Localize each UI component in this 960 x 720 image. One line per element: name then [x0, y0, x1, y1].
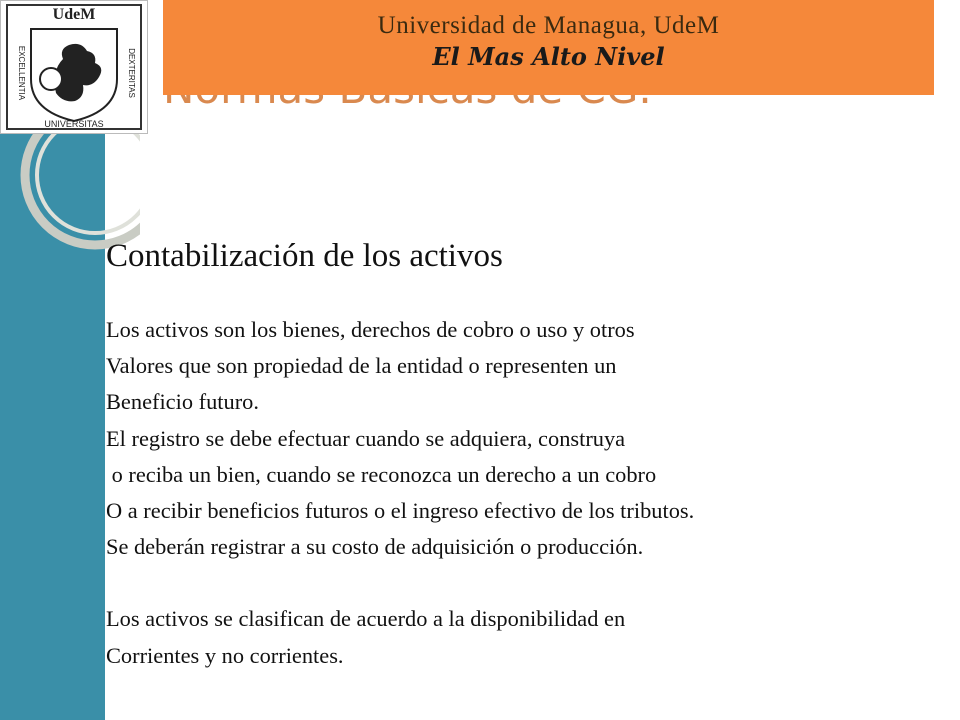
- logo-top-text: UdeM: [52, 6, 96, 23]
- body-text: [106, 312, 951, 674]
- body-line: Los activos son los bienes, derechos de cobro o uso y otros: [106, 317, 635, 342]
- university-banner: [163, 0, 934, 95]
- body-line: Beneficio futuro.: [106, 389, 259, 415]
- body-line: El registro se debe efectuar cuando se adquiera, construya: [106, 425, 626, 451]
- body-line: o reciba un bien, cuando se reconozca un derecho a un cobro: [106, 461, 657, 487]
- paragraph-gap: [106, 565, 951, 601]
- university-name: Universidad de Managua, UdeM: [377, 12, 720, 39]
- body-line: Corrientes y no corrientes.: [106, 642, 344, 668]
- university-logo: [0, 0, 148, 134]
- body-line: O a recibir beneficios futuros o el ingreso efectivo de los tributos.: [106, 498, 695, 524]
- body-line: Los activos se clasifican de acuerdo a la disponibilidad en: [106, 606, 626, 632]
- logo-left-text: EXCELLENTIA: [17, 45, 26, 101]
- logo-right-text: DEXTERITAS: [127, 48, 136, 98]
- body-line: Valores que son propiedad de la entidad o representen un: [106, 353, 617, 379]
- logo-bottom-text: UNIVERSITAS: [44, 119, 104, 129]
- section-heading: Contabilización de los activos: [106, 238, 503, 274]
- body-line: Se deberán registrar a su costo de adquisición o producción.: [106, 534, 644, 560]
- university-motto: El Mas Alto Nivel: [432, 42, 665, 71]
